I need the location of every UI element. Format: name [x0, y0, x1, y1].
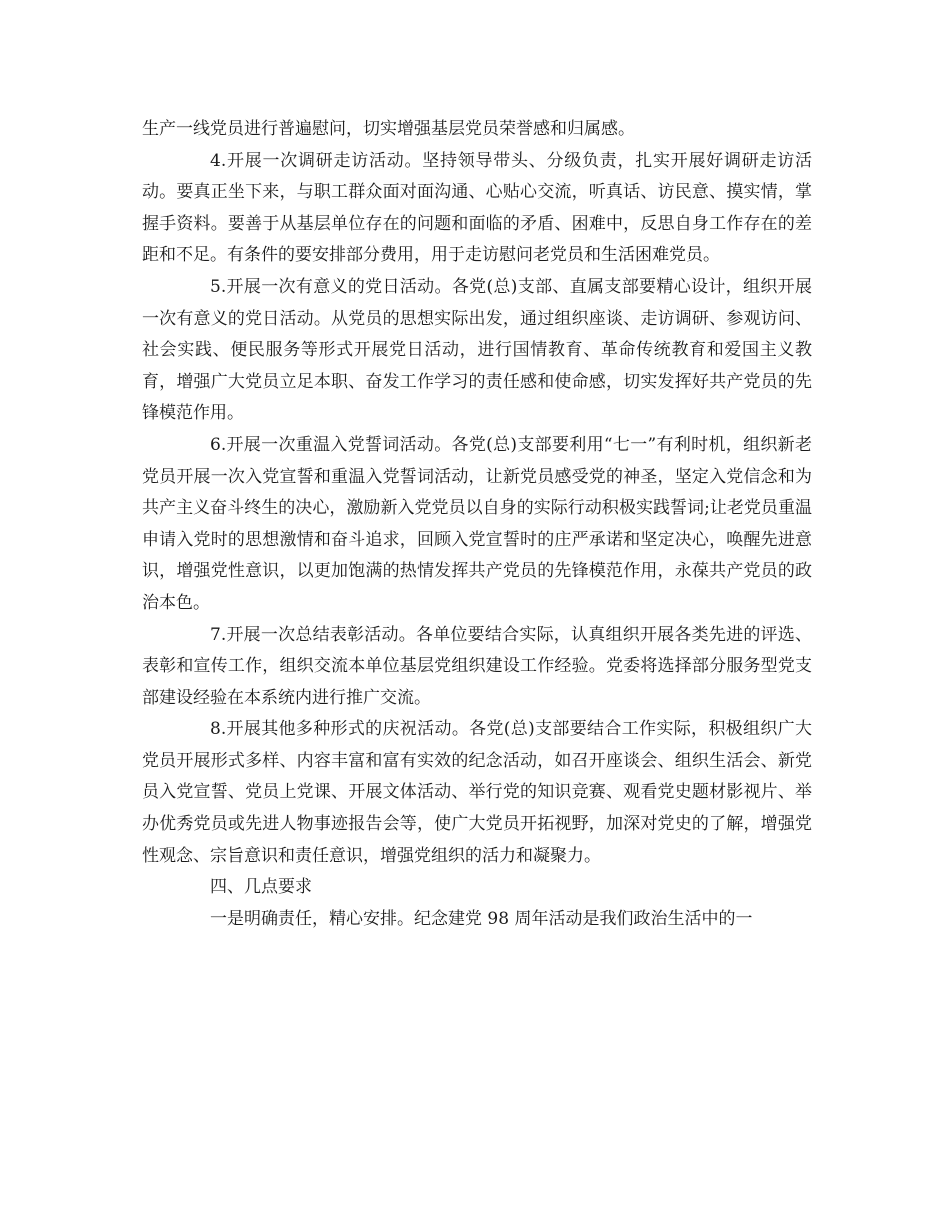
paragraph-4: 6.开展一次重温入党誓词活动。各党(总)支部要利用“七一”有利时机，组织新老党员开展一次入党宣誓和重温入党誓词活动，让新党员感受党的神圣，坚定入党信念和为共产主义奋斗终生的决心，激励新入党党员以自身的实际行动积极实践誓词;让老党员重温申请入党时的思想激情和奋斗追求，回顾入党宣誓时的庄严承诺和坚定决心，唤醒先进意识，增强党性意识，以更加饱满的热情发挥共产党员的先锋模范作用，永葆共产党员的政治本色。 [142, 434, 812, 613]
paragraph-7: 一是明确责任，精心安排。纪念建党 98 周年活动是我们政治生活中的一 [210, 908, 753, 929]
document-page [142, 114, 812, 935]
paragraph-6: 8.开展其他多种形式的庆祝活动。各党(总)支部要结合工作实际，积极组织广大党员开展形式多样、内容丰富和富有实效的纪念活动，如召开座谈会、组织生活会、新党员入党宣誓、党员上党课、开展文体活动、举行党的知识竞赛、观看党史题材影视片、举办优秀党员或先进人物事迹报告会等，使广大党员开拓视野，加深对党史的了解，增强党性观念、宗旨意识和责任意识，增强党组织的活力和凝聚力。 [142, 719, 812, 866]
paragraph-3: 5.开展一次有意义的党日活动。各党(总)支部、直属支部要精心设计，组织开展一次有意义的党日活动。从党员的思想实际出发，通过组织座谈、走访调研、参观访问、社会实践、便民服务等形式开展党日活动，进行国情教育、革命传统教育和爱国主义教育，增强广大党员立足本职、奋发工作学习的责任感和使命感，切实发挥好共产党员的先锋模范作用。 [142, 276, 812, 424]
paragraph-2: 4.开展一次调研走访活动。坚持领导带头、分级负责，扎实开展好调研走访活动。要真正坐下来，与职工群众面对面沟通、心贴心交流，听真话、访民意、摸实情，掌握手资料。要善于从基层单位存在的问题和面临的矛盾、困难中，反思自身工作存在的差距和不足。有条件的要安排部分费用，用于走访慰问老党员和生活困难党员。 [142, 150, 812, 266]
paragraph-5: 7.开展一次总结表彰活动。各单位要结合实际，认真组织开展各类先进的评选、表彰和宣传工作，组织交流本单位基层党组织建设工作经验。党委将选择部分服务型党支部建设经验在本系统内进行推广交流。 [142, 624, 812, 708]
paragraph-1: 生产一线党员进行普遍慰问，切实增强基层党员荣誉感和归属感。 [142, 119, 635, 139]
section-heading: 四、几点要求 [210, 877, 312, 898]
